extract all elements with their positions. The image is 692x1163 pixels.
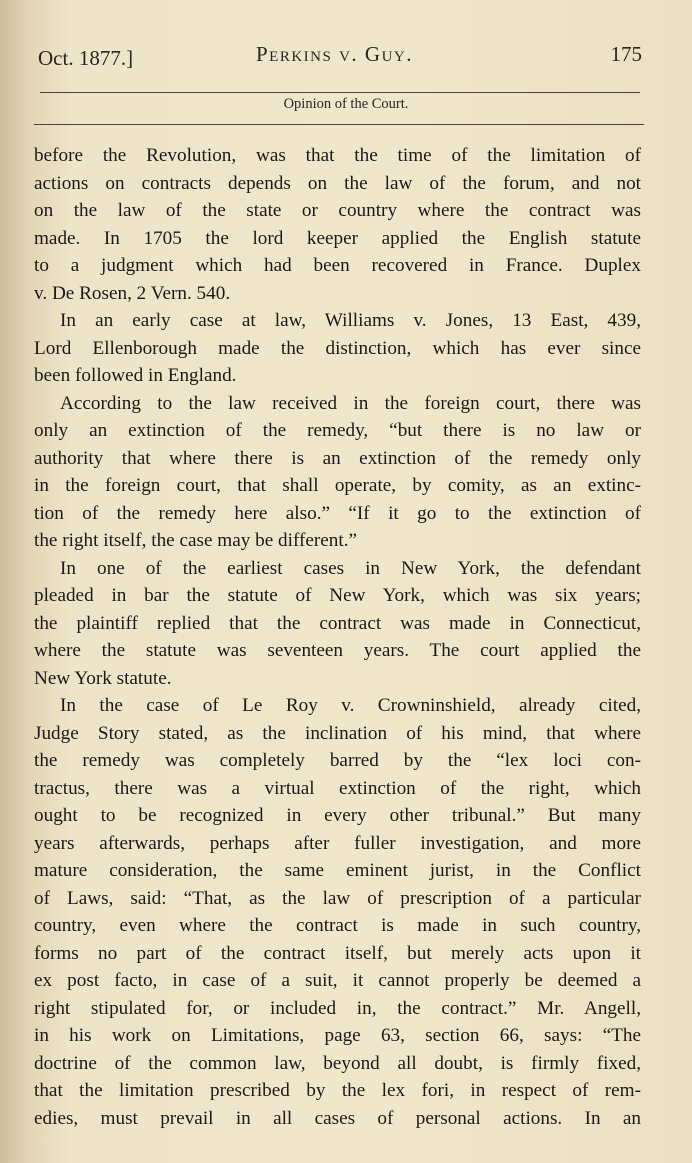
text-line: Lord Ellenborough made the distinction, which has ever since <box>34 337 641 359</box>
text-line: in his work on Limitations, page 63, section 66, says: “The <box>34 1025 641 1046</box>
text-line: the remedy was completely barred by the “lex loci con- <box>34 750 641 771</box>
text-line: right stipulated for, or included in, the contract.” Mr. Angell, <box>34 997 641 1019</box>
text-line: In the case of Le Roy v. Crowninshield, already cited, <box>60 695 641 716</box>
header-rule <box>40 92 640 93</box>
text-line: the plaintiff replied that the contract was made in Connecticut, <box>34 612 641 634</box>
text-line: doctrine of the common law, beyond all doubt, is firmly fixed, <box>34 1052 641 1074</box>
text-line: tractus, there was a virtual extinction of the right, which <box>34 777 641 799</box>
text-line: where the statute was seventeen years. The court applied the <box>34 640 641 661</box>
subheading-rule <box>34 124 644 125</box>
text-line: In one of the earliest cases in New York, the defendant <box>60 557 641 579</box>
text-line: According to the law received in the foreign court, there was <box>60 392 641 414</box>
text-line: that the limitation prescribed by the lex fori, in respect of rem- <box>34 1080 641 1101</box>
text-line: mature consideration, the same eminent jurist, in the Conflict <box>34 860 641 881</box>
text-line: tion of the remedy here also.” “If it go to the extinction of <box>34 502 641 524</box>
text-line: to a judgment which had been recovered in France. Duplex <box>34 255 641 276</box>
text-line: edies, must prevail in all cases of personal actions. In an <box>34 1107 641 1129</box>
text-line: been followed in England. <box>34 365 237 386</box>
header-date: Oct. 1877.] <box>38 46 134 70</box>
text-line: ex post facto, in case of a suit, it cannot properly be deemed a <box>34 970 641 991</box>
text-line: ought to be recognized in every other tribunal.” But many <box>34 805 641 826</box>
text-line: years afterwards, perhaps after fuller investigation, and more <box>34 832 641 854</box>
running-head <box>38 40 642 70</box>
text-line: only an extinction of the remedy, “but there is no law or <box>34 420 641 441</box>
text-line: forms no part of the contract itself, but merely acts upon it <box>34 942 641 964</box>
opinion-text <box>34 142 641 1132</box>
section-subheading: Opinion of the Court. <box>283 96 409 112</box>
text-line: of Laws, said: “That, as the law of prescription of a particular <box>34 887 641 909</box>
text-line: before the Revolution, was that the time of the limitation of <box>34 145 641 166</box>
text-line: In an early case at law, Williams v. Jones, 13 East, 439, <box>60 310 641 331</box>
text-line: country, even where the contract is made in such country, <box>34 915 641 936</box>
text-line: the right itself, the case may be different.” <box>34 530 358 551</box>
text-line: actions on contracts depends on the law of the forum, and not <box>34 172 641 194</box>
text-line: Judge Story stated, as the inclination of his mind, that where <box>34 722 641 744</box>
text-line: authority that where there is an extinction of the remedy only <box>34 447 641 469</box>
text-line: pleaded in bar the statute of New York, which was six years; <box>34 585 641 606</box>
text-line: on the law of the state or country where the contract was <box>34 200 641 221</box>
text-line: in the foreign court, that shall operate, by comity, as an extinc- <box>34 475 641 496</box>
text-line: made. In 1705 the lord keeper applied the English statute <box>34 227 641 249</box>
text-line: New York statute. <box>34 667 172 689</box>
header-case-title: Perkins v. Guy. <box>256 42 414 66</box>
text-line: v. De Rosen, 2 Vern. 540. <box>34 282 231 304</box>
page-number: 175 <box>610 42 642 66</box>
